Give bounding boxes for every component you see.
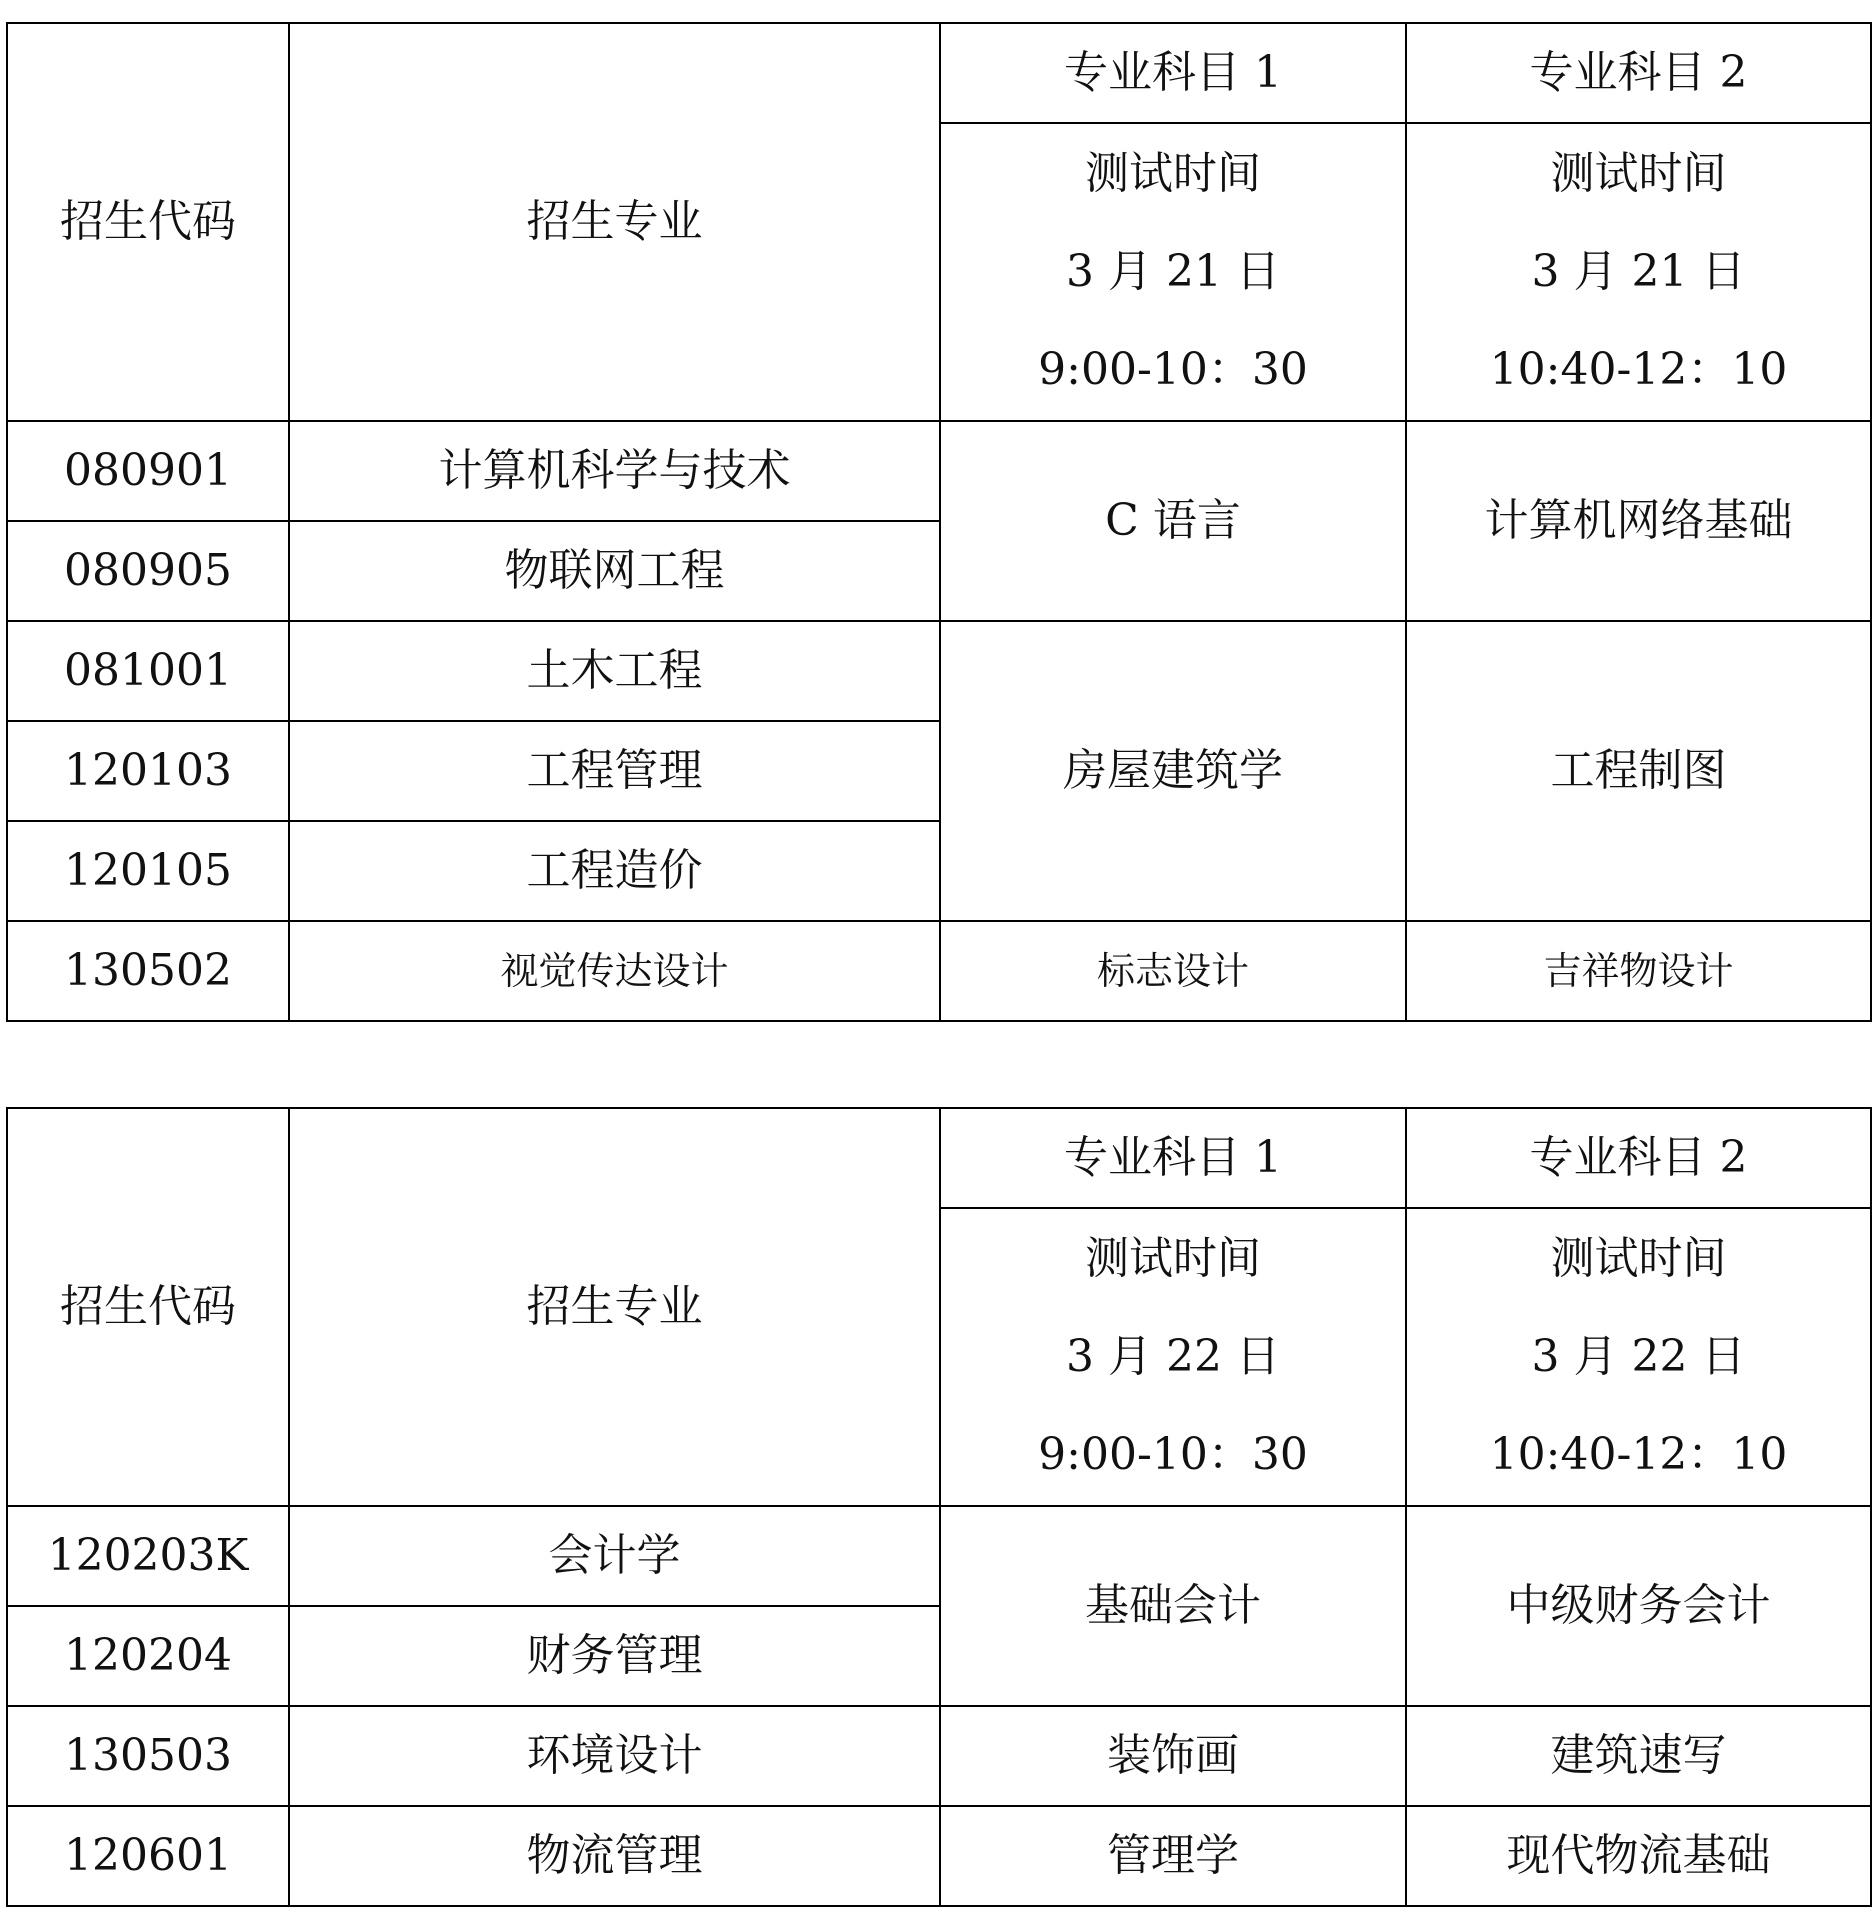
major-code: 120204 (7, 1606, 289, 1706)
subject2-name: 计算机网络基础 (1406, 421, 1871, 621)
table-row (7, 1506, 1871, 1606)
table-row (7, 921, 1871, 1021)
major-name: 物联网工程 (289, 521, 940, 621)
major-name: 物流管理 (289, 1806, 940, 1906)
header-major-label: 招生专业 (289, 1108, 940, 1506)
exam-time: 9:00-10：30 (1038, 344, 1308, 395)
major-name: 计算机科学与技术 (289, 421, 940, 521)
table-row (7, 621, 1871, 721)
major-name: 工程造价 (289, 821, 940, 921)
time-label: 测试时间 (1085, 1233, 1261, 1284)
subject1-name: 管理学 (940, 1806, 1406, 1906)
header-subject1-title: 专业科目 1 (940, 1108, 1406, 1208)
time-label: 测试时间 (1550, 148, 1727, 199)
major-name: 财务管理 (289, 1606, 940, 1706)
header-subject1-title: 专业科目 1 (940, 23, 1406, 123)
major-name: 环境设计 (289, 1706, 940, 1806)
table-row (7, 1806, 1871, 1906)
subject2-name: 吉祥物设计 (1406, 921, 1871, 1021)
major-name: 会计学 (289, 1506, 940, 1606)
table-row (7, 421, 1871, 521)
major-name: 视觉传达设计 (289, 921, 940, 1021)
subject1-name: C 语言 (940, 421, 1406, 621)
subject1-name: 基础会计 (940, 1506, 1406, 1706)
subject2-name: 工程制图 (1406, 621, 1871, 921)
header-subject2-title: 专业科目 2 (1406, 1108, 1871, 1208)
major-code: 130503 (7, 1706, 289, 1806)
header-subject2-time (1406, 123, 1871, 421)
major-code: 120601 (7, 1806, 289, 1906)
subject2-name: 中级财务会计 (1406, 1506, 1871, 1706)
header-subject1-time (940, 1208, 1406, 1506)
major-code: 080901 (7, 421, 289, 521)
exam-time: 9:00-10：30 (1038, 1429, 1308, 1480)
header-subject1-time (940, 123, 1406, 421)
major-code: 080905 (7, 521, 289, 621)
exam-schedule-table-1 (6, 22, 1872, 1022)
time-label: 测试时间 (1085, 148, 1261, 199)
header-subject2-title: 专业科目 2 (1406, 23, 1871, 123)
subject2-name: 建筑速写 (1406, 1706, 1871, 1806)
table-row (7, 1706, 1871, 1806)
subject1-name: 标志设计 (940, 921, 1406, 1021)
major-code: 130502 (7, 921, 289, 1021)
major-name: 工程管理 (289, 721, 940, 821)
major-code: 081001 (7, 621, 289, 721)
header-subject2-time (1406, 1208, 1871, 1506)
major-code: 120103 (7, 721, 289, 821)
subject1-name: 装饰画 (940, 1706, 1406, 1806)
exam-time: 10:40-12：10 (1489, 344, 1788, 395)
exam-date: 3 月 21 日 (1531, 246, 1746, 297)
exam-date: 3 月 22 日 (1066, 1331, 1280, 1382)
exam-time: 10:40-12：10 (1489, 1429, 1788, 1480)
major-code: 120203K (7, 1506, 289, 1606)
exam-schedule-table-2 (6, 1107, 1872, 1907)
major-code: 120105 (7, 821, 289, 921)
subject1-name: 房屋建筑学 (940, 621, 1406, 921)
time-label: 测试时间 (1550, 1233, 1727, 1284)
exam-date: 3 月 21 日 (1066, 246, 1280, 297)
header-code-label: 招生代码 (7, 1108, 289, 1506)
exam-date: 3 月 22 日 (1531, 1331, 1746, 1382)
subject2-name: 现代物流基础 (1406, 1806, 1871, 1906)
major-name: 土木工程 (289, 621, 940, 721)
header-major-label: 招生专业 (289, 23, 940, 421)
header-code-label: 招生代码 (7, 23, 289, 421)
